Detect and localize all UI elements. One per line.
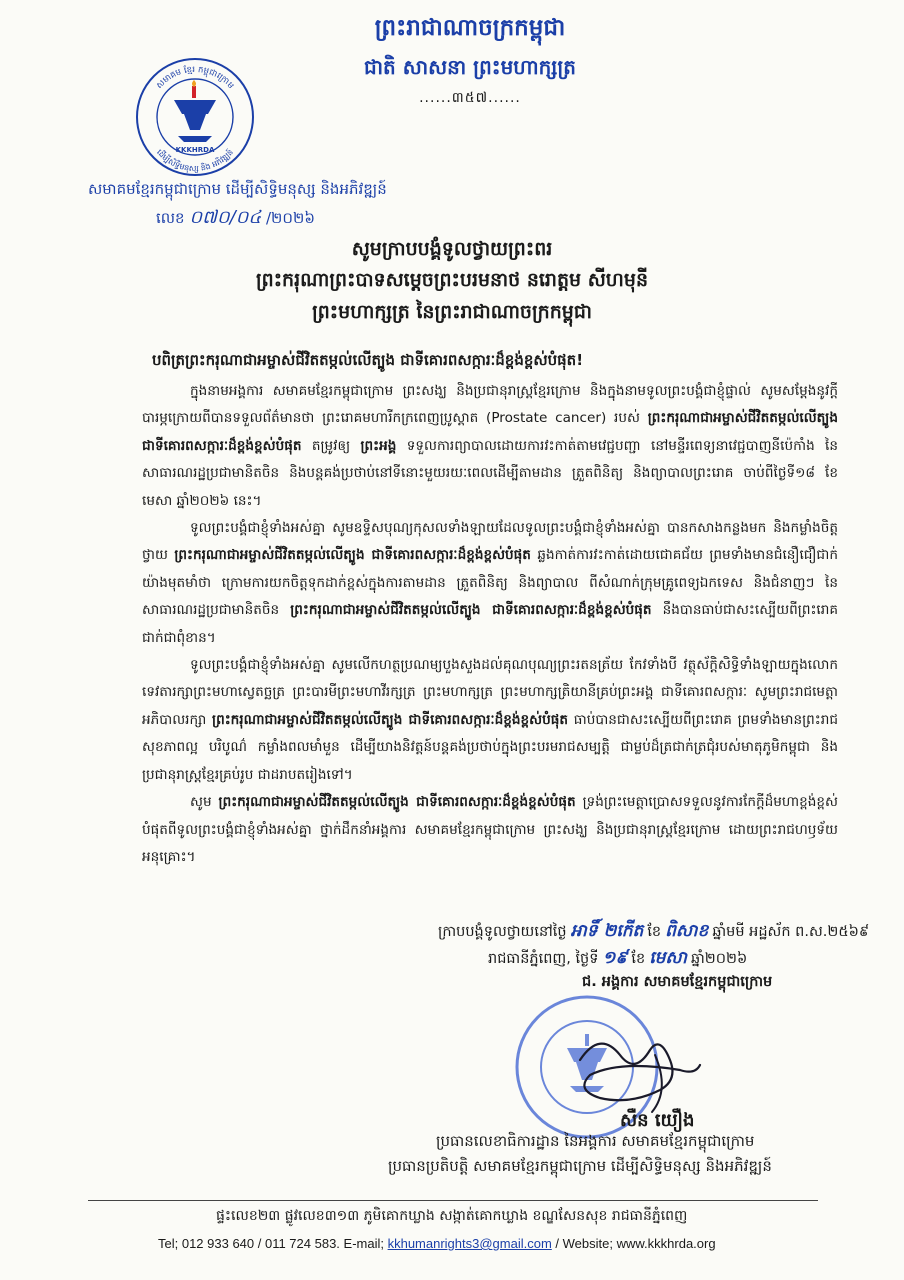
p3-text-a: ទូលព្រះបង្គំជាខ្ញុំទាំងអស់គ្នា សូមលើកហត្ថប្រណម្យបួងសួងដល់គុណបុណ្យព្រះរតនត្រ័យ កែវទាំងបី វត្ថុស័ក្តិសិទ្ធិទាំងឡាយក្នុងលោក ទេវតារក្សាព្រះមហាស្វេតច្ឆត្រ ព្រះបារមីព្រះមហាវីរក្សត្រ ព្រះមហាក្សត្រ ព្រះមហាក្សត្រិយានីគ្រប់ព្រះអង្គ ជាទីគោរពសក្ការៈ សូមព្រះរាជមេត្តាអភិបាលរក្សា [142, 657, 838, 728]
lunar-date-day: អាទិ៍ ២កើត [570, 921, 644, 941]
footer-email-link[interactable]: kkhumanrights3@gmail.com [387, 1236, 552, 1251]
signer-position-2: ប្រធានប្រតិបត្តិ សមាគមខ្មែរកម្ពុជាក្រោម ដើម្បីសិទ្ធិមនុស្ស និងអភិវឌ្ឍន៍ [388, 1157, 772, 1175]
lunar-date-line [438, 920, 869, 945]
p2-text-a: ទូលព្រះបង្គំជាខ្ញុំទាំងអស់គ្នា សូមឧទ្ទិសបុណ្យកុសលទាំងឡាយដែលទូលព្រះបង្គំជាខ្ញុំទាំងអស់គ្នា បានកសាងកន្លងមក និងកម្លាំងចិត្ត ថ្វាយ [142, 520, 838, 564]
letter-body [142, 378, 838, 871]
solar-date-suffix: ឆ្នាំ២០២៦ [690, 951, 748, 967]
logo-ring-bottom: ដើម្បីសិទ្ធិមនុស្ស និង អភិវឌ្ឍន៍ [154, 147, 236, 174]
reference-year: /២០២៦ [265, 209, 315, 227]
solar-month-label: ខែ [631, 951, 646, 967]
paragraph-2 [142, 515, 838, 652]
ornament: ......៣៥៧...... [419, 90, 521, 106]
footer-contacts [158, 1236, 716, 1251]
footer-website-link[interactable]: www.kkkhrda.org [616, 1236, 716, 1251]
paragraph-3 [142, 652, 838, 789]
p2-royal-title-2: ព្រះករុណាជាអម្ចាស់ជីវិតតម្កល់លើត្បូង ជាទីគោរពសក្ការៈដ៏ខ្ពង់ខ្ពស់បំផុត [290, 602, 652, 619]
p1-text-e: ទទួលការព្យាបាលដោយការវះកាត់តាមវេជ្ជបញ្ជា នៅមន្ទីរពេទ្យនាវេជ្ជបាញនីប៉េកាំង នៃសាធារណរដ្ឋប្រជាមានិតចិន និងបន្តគង់ប្រថាប់នៅទីនោះមួយរយៈពេលដើម្បីតាមដាន ត្រួតពិនិត្យ និងព្យាបាលព្រះរោគ ចាប់ពីថ្ងៃទី១៨ ខែមេសា ឆ្នាំ២០២៦ នេះ។ [142, 437, 838, 509]
paragraph-4 [142, 789, 838, 871]
p1-royal-pronoun: ព្រះអង្គ [360, 437, 397, 454]
handwritten-signature [560, 1020, 710, 1120]
footer-website-prefix: / Website; [551, 1236, 617, 1251]
reference-number [156, 205, 315, 232]
footer-address: ផ្ទះលេខ២៣ ផ្លូវលេខ៣១៣ ភូមិគោកឃ្លាង សង្កាត់គោកឃ្លាង ខណ្ឌសែនសុខ រាជធានីភ្នំពេញ [216, 1208, 688, 1224]
reference-handwritten-number: ០៧០/០៤ [189, 207, 262, 228]
title-line-2: ព្រះករុណាព្រះបាទសម្តេចព្រះបរមនាថ នរោត្តម សីហមុនី [255, 269, 649, 291]
p1-text-a: ក្នុងនាមអង្គការ សមាគមខ្មែរកម្ពុជាក្រោម ព្រះសង្ឃ និងប្រជានុរាស្ត្រខ្មែរក្រោម និងក្នុងនាមទូលព្រះបង្គំជាខ្ញុំផ្ទាល់ សូមសម្តែងនូវក្តីបារម្ភក្រោយពីបានទទួលព័ត៌មានថា ព្រះរោគមហារីកក្រពេញប្រូស្តាត (Prostate cancer) របស់ [142, 383, 838, 427]
p2-text-e: នឹងបានធាប់ជាសះស្បើយពីព្រះរោគជាក់ជាពុំខាន។ [142, 602, 838, 646]
p1-text-c: តម្រូវឲ្យ [301, 437, 361, 454]
logo-acronym: KKKHRDA [175, 146, 215, 154]
title-line-3: ព្រះមហាក្សត្រ នៃព្រះរាជាណាចក្រកម្ពុជា [312, 301, 592, 323]
title-line-1: សូមក្រាបបង្គំទូលថ្វាយព្រះពរ [351, 238, 553, 260]
kingdom-heading: ព្រះរាជាណាចក្រកម្ពុជា [374, 15, 566, 41]
solar-date-line [488, 947, 747, 972]
p4-text-a: សូម [190, 794, 219, 811]
p3-royal-title: ព្រះករុណាជាអម្ចាស់ជីវិតតម្កល់លើត្បូង ជាទីគោរពសក្ការៈដ៏ខ្ពង់ខ្ពស់បំផុត [212, 711, 568, 728]
p4-royal-title: ព្រះករុណាជាអម្ចាស់ជីវិតតម្កល់លើត្បូង ជាទីគោរពសក្ការៈដ៏ខ្ពង់ខ្ពស់បំផុត [218, 794, 576, 811]
footer-phone: Tel; 012 933 640 / 011 724 583. E-mail; [158, 1236, 388, 1251]
organization-logo [134, 56, 256, 178]
lunar-month-label: ខែ [647, 924, 662, 940]
solar-month: មេសា [649, 948, 687, 968]
p1-royal-title: ព្រះករុណាជាអម្ចាស់ជីវិតតម្កល់លើត្បូង ជាទីគោរពសក្ការៈដ៏ខ្ពង់ខ្ពស់បំផុត [142, 410, 838, 454]
p2-text-c: ឆ្លងកាត់ការវះកាត់ដោយជោគជ័យ ព្រមទាំងមានជំនឿជឿជាក់យ៉ាងមុតមាំថា ក្រោមការយកចិត្តទុកដាក់ខ្ពស់ក្នុងការតាមដាន ត្រួតពិនិត្យ និងព្យាបាល ពីសំណាក់ក្រុមគ្រូពេទ្យឯកទេស និងជំនាញៗ នៃសាធារណរដ្ឋប្រជាមានិតចិន [142, 547, 839, 619]
signer-position-1: ប្រធានលេខាធិការដ្ឋាន នៃអង្គការ សមាគមខ្មែរកម្ពុជាក្រោម [436, 1132, 755, 1150]
organization-name: សមាគមខ្មែរកម្ពុជាក្រោម ដើម្បីសិទ្ធិមនុស្ស និងអភិវឌ្ឍន៍ [88, 180, 387, 198]
solar-date-prefix: រាជធានីភ្នំពេញ, ថ្ងៃទី [488, 951, 599, 967]
reference-prefix: លេខ [156, 209, 185, 227]
logo-ring-top: សមាគម ខ្មែរ កម្ពុជាក្រោម [154, 64, 236, 91]
lunar-date-suffix: ឆ្នាំមមី អដ្ឋស័ក ព.ស.២៥៦៩ [712, 924, 870, 940]
motto-heading: ជាតិ សាសនា ព្រះមហាក្សត្រ [364, 55, 576, 79]
lunar-date-prefix: ក្រាបបង្គំទូលថ្វាយនៅថ្ងៃ [438, 924, 567, 940]
p4-text-c: ទ្រង់ព្រះមេត្តាប្រោសទទួលនូវការកែក្តីដ៏មហាខ្ពង់ខ្ពស់បំផុតពីទូលព្រះបង្គំជាខ្ញុំទាំងអស់គ្នា ថ្នាក់ដឹកនាំអង្គការ សមាគមខ្មែរកម្ពុជាក្រោម ព្រះសង្ឃ និងប្រជានុរាស្ត្រខ្មែរក្រោម ដោយព្រះរាជហឫទ័យអនុគ្រោះ។ [142, 794, 838, 865]
signer-name: សឺន យឿង [620, 1110, 695, 1131]
p2-royal-title: ព្រះករុណាជាអម្ចាស់ជីវិតតម្កល់លើត្បូង ជាទីគោរពសក្ការៈដ៏ខ្ពង់ខ្ពស់បំផុត [174, 547, 531, 564]
paragraph-1 [142, 378, 838, 515]
salutation: បពិត្រព្រះករុណាជាអម្ចាស់ជីវិតតម្កល់លើត្បូង ជាទីគោរពសក្ការៈដ៏ខ្ពង់ខ្ពស់បំផុត! [152, 351, 584, 369]
solar-date-day: ១៩ [602, 948, 628, 968]
p3-text-c: ធាប់បានជាសះស្បើយពីព្រះរោគ ព្រមទាំងមានព្រះរាជសុខភាពល្អ បរិបូណ៌ កម្លាំងពលមាំមួន ដើម្បីយាងនិវត្តន៍បន្តគង់ប្រថាប់ក្នុងព្រះបរមរាជសម្បត្តិ ជាម្លប់ដ៏ត្រជាក់ត្រជុំរបស់មាតុភូមិកម្ពុជា និងប្រជានុរាស្ត្រខ្មែរគ្រប់រូប ជាដរាបតរៀងទៅ។ [142, 711, 838, 783]
on-behalf-line: ជ. អង្គការ សមាគមខ្មែរកម្ពុជាក្រោម [582, 974, 773, 990]
footer-divider [88, 1200, 818, 1201]
lunar-month: ពិសាខ [665, 921, 709, 941]
